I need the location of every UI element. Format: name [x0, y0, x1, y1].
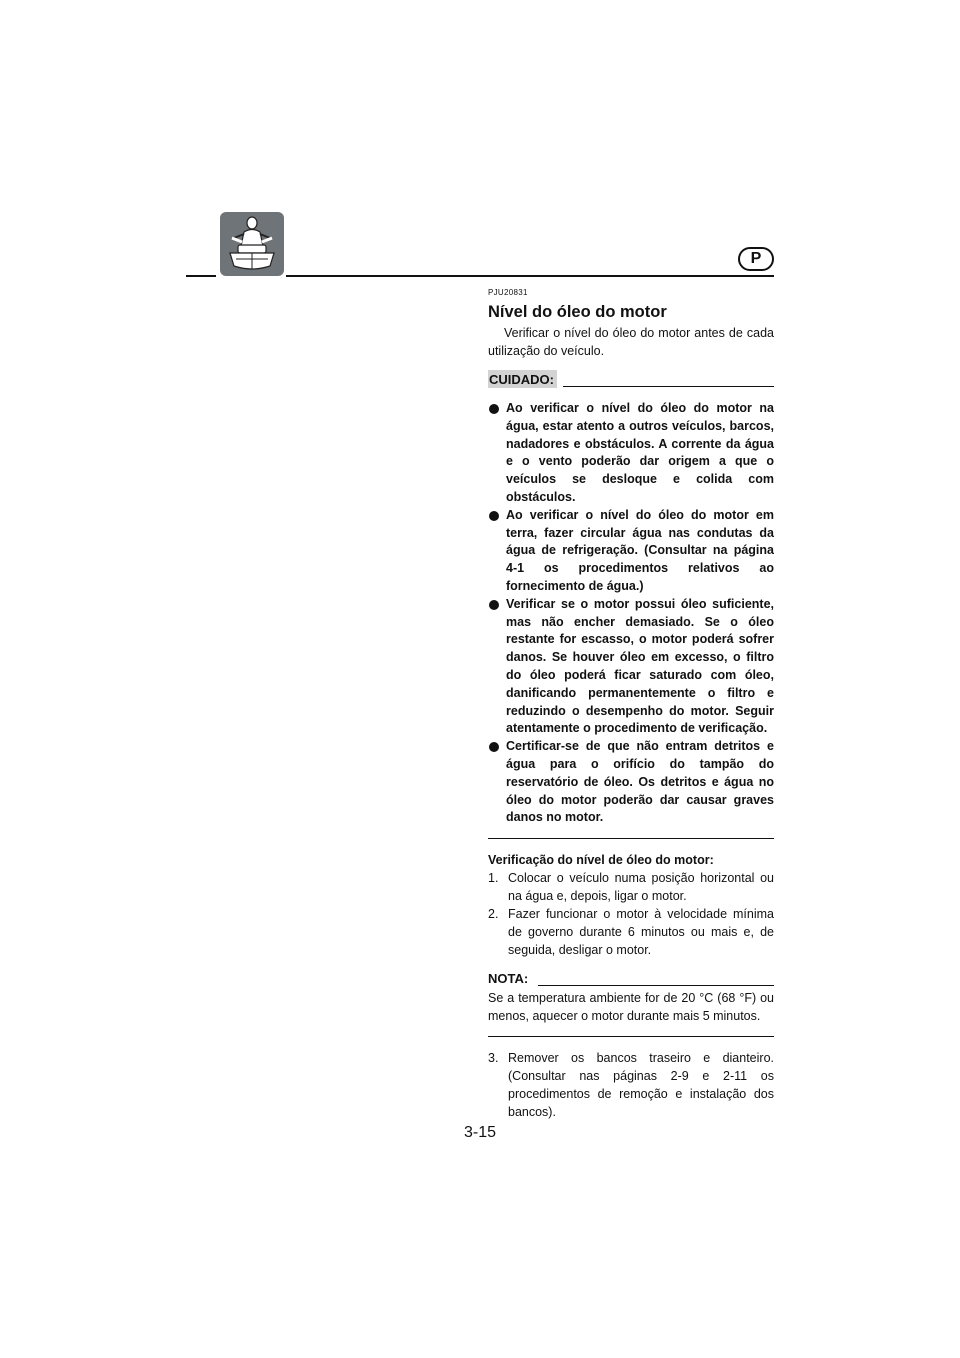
- page-number: 3-15: [463, 1124, 497, 1141]
- procedure-steps-continued: [488, 1049, 774, 1121]
- caution-item-text: Verificar se o motor possui óleo suficiente, mas não encher demasiado. Se o óleo restante for escasso, o motor poderá sofrer danos. Se houver óleo em excesso, o filtro do óleo poderá ficar saturado com óleo, danificando permanentemente o filtro e reduzindo o desempenho do motor. Seguir atentamente o procedimento de verificação.: [506, 596, 774, 736]
- watercraft-rider-icon-graphic: [220, 212, 284, 276]
- content-column: [488, 288, 774, 1121]
- caution-item: [488, 738, 774, 827]
- bullet-icon: [489, 742, 499, 752]
- note-text: Se a temperatura ambiente for de 20 °C (68 °F) ou menos, aquecer o motor durante mais 5 minutos.: [488, 991, 774, 1024]
- section-title: Nível do óleo do motor: [488, 303, 667, 321]
- procedure-heading: Verificação do nível de óleo do motor:: [488, 853, 714, 868]
- watercraft-rider-icon: [220, 212, 284, 276]
- step-text: Fazer funcionar o motor à velocidade mínima de governo durante 6 minutos ou mais e, de seguida, desligar o motor.: [508, 907, 774, 958]
- bullet-icon: [489, 404, 499, 414]
- caution-item: [488, 400, 774, 507]
- caution-header-rule: [563, 386, 774, 387]
- bullet-icon: [489, 511, 499, 521]
- caution-header: [488, 368, 774, 388]
- step-number: 1.: [488, 871, 499, 886]
- caution-item-text: Ao verificar o nível do óleo do motor em terra, fazer circular água nas condutas da água de refrigeração. (Consultar na página 4-1 os procedimentos relativos ao fornecimento de água.): [506, 507, 774, 593]
- caution-list: [488, 400, 774, 827]
- bullet-icon: [489, 600, 499, 610]
- caution-label: CUIDADO:: [488, 370, 557, 388]
- note-label: NOTA:: [488, 971, 529, 987]
- caution-end-rule: [488, 838, 774, 839]
- step-text: Remover os bancos traseiro e dianteiro. (Consultar nas páginas 2-9 e 2-11 os procedimentos de remoção e instalação dos bancos).: [508, 1051, 774, 1120]
- step-text: Colocar o veículo numa posição horizontal ou na água e, depois, ligar o motor.: [508, 871, 774, 904]
- procedure-step: [488, 1049, 774, 1121]
- note-header-rule: [538, 985, 774, 986]
- header-rule-left: [186, 275, 216, 277]
- procedure-step: [488, 869, 774, 905]
- procedure-steps: [488, 869, 774, 959]
- caution-item-text: Certificar-se de que não entram detritos e água para o orifício do tampão do reservatório de óleo. Os detritos e água no óleo do motor poderão dar causar graves danos no motor.: [506, 739, 774, 825]
- section-code: PJU20831: [488, 288, 528, 297]
- step-number: 2.: [488, 907, 499, 922]
- caution-item: [488, 507, 774, 596]
- header-rule-right: [286, 275, 774, 277]
- note-end-rule: [488, 1036, 774, 1037]
- note-header: [488, 967, 774, 987]
- step-number: 3.: [488, 1051, 499, 1066]
- section-intro: Verificar o nível do óleo do motor antes de cada utilização do veículo.: [488, 326, 774, 358]
- caution-item-text: Ao verificar o nível do óleo do motor na água, estar atento a outros veículos, barcos, nadadores e obstáculos. A corrente da água e o vento poderão dar origem a que o veículos se desloque e colida com obstáculos.: [506, 401, 774, 504]
- procedure-step: [488, 905, 774, 959]
- language-badge: P: [738, 247, 774, 271]
- caution-item: [488, 596, 774, 738]
